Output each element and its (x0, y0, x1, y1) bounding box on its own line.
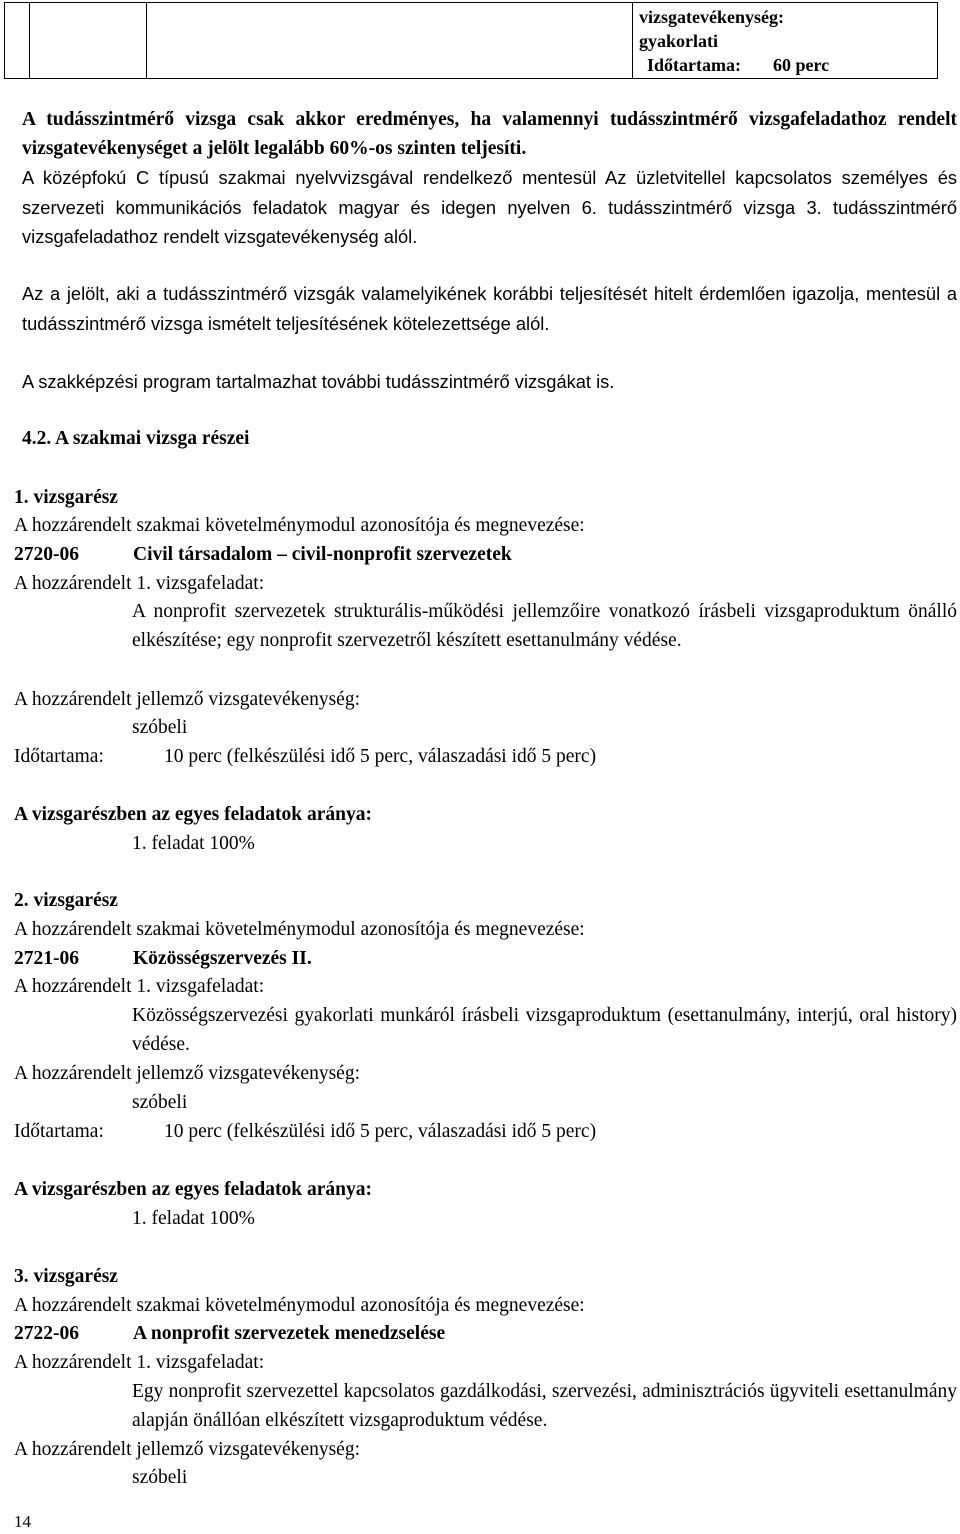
section-title: 4.2. A szakmai vizsga részei (22, 428, 250, 449)
module-code: 2720-06 (14, 544, 79, 565)
header-cell-activity (633, 3, 938, 79)
module-label: A hozzárendelt szakmai követelménymodul azonosítója és megnevezése: (14, 515, 585, 536)
ratio-label: A vizsgarészben az egyes feladatok aránya: (14, 804, 372, 825)
module-label: A hozzárendelt szakmai követelménymodul azonosítója és megnevezése: (14, 1295, 585, 1316)
activity-label: A hozzárendelt jellemző vizsgatevékenység: (14, 689, 360, 710)
module-name: Közösségszervezés II. (133, 948, 312, 969)
language-exemption-paragraph: A középfokú C típusú szakmai nyelvvizsgával rendelkező mentesül Az üzletvitellel kapcsolatos személyes és szervezeti kommunikációs feladatok magyar és idegen nyelven 6. tudásszintmérő vizsga 3. tudásszintmérő vizsgafeladathoz rendelt vizsgatevékenység alól. (22, 167, 957, 247)
module-label: A hozzárendelt szakmai követelménymodul azonosítója és megnevezése: (14, 919, 585, 940)
task-label: A hozzárendelt 1. vizsgafeladat: (14, 573, 265, 594)
program-paragraph: A szakképzési program tartalmazhat további tudásszintmérő vizsgákat is. (22, 371, 615, 392)
pass-condition-paragraph: A tudásszintmérő vizsga csak akkor eredményes, ha valamennyi tudásszintmérő vizsgafeladathoz rendelt vizsgatevékenységet a jelölt legalább 60%-os szinten teljesíti. (22, 109, 957, 159)
module-name: Civil társadalom – civil-nonprofit szervezetek (133, 544, 512, 565)
task-label: A hozzárendelt 1. vizsgafeladat: (14, 976, 265, 997)
task-label: A hozzárendelt 1. vizsgafeladat: (14, 1352, 265, 1373)
header-table (4, 2, 938, 79)
ratio-value: 1. feladat 100% (132, 833, 255, 854)
task-description: Közösségszervezési gyakorlati munkáról írásbeli vizsgaproduktum (esettanulmány, interjú, oral history) védése. (132, 1005, 957, 1055)
header-duration-label: Időtartama: (647, 55, 741, 75)
duration-label: Időtartama: (14, 1121, 104, 1142)
task-description: A nonprofit szervezetek strukturális-működési jellemzőire vonatkozó írásbeli vizsgaproduktum önálló elkészítése; egy nonprofit szervezetről készített esettanulmány védése. (132, 601, 957, 651)
header-cell-empty (30, 3, 147, 79)
activity-type: szóbeli (132, 1467, 188, 1488)
header-cell-empty (5, 3, 30, 79)
module-name: A nonprofit szervezetek menedzselése (133, 1323, 446, 1344)
activity-label: A hozzárendelt jellemző vizsgatevékenység: (14, 1439, 360, 1460)
ratio-label: A vizsgarészben az egyes feladatok aránya: (14, 1179, 372, 1200)
module-code: 2721-06 (14, 948, 79, 969)
recognition-paragraph: Az a jelölt, aki a tudásszintmérő vizsgák valamelyikének korábbi teljesítését hitelt érdemlően igazolja, mentesül a tudásszintmérő vizsga ismételt teljesítésének kötelezettsége alól. (22, 283, 957, 334)
activity-type: szóbeli (132, 1092, 188, 1113)
part-title: 3. vizsgarész (14, 1266, 118, 1287)
header-activity-type: gyakorlati (639, 31, 718, 51)
duration-label: Időtartama: (14, 746, 104, 767)
page-number: 14 (14, 1512, 31, 1531)
header-cell-empty (147, 3, 633, 79)
part-title: 2. vizsgarész (14, 890, 118, 911)
header-duration-value: 60 perc (773, 55, 830, 75)
part-title: 1. vizsgarész (14, 487, 118, 508)
activity-type: szóbeli (132, 717, 188, 738)
duration-value: 10 perc (felkészülési idő 5 perc, válaszadási idő 5 perc) (164, 1121, 597, 1142)
ratio-value: 1. feladat 100% (132, 1208, 255, 1229)
task-description: Egy nonprofit szervezettel kapcsolatos gazdálkodási, szervezési, adminisztrációs ügyviteli esettanulmány alapján önállóan elkészített vizsgaproduktum védése. (132, 1381, 957, 1431)
activity-label: A hozzárendelt jellemző vizsgatevékenység: (14, 1063, 360, 1084)
header-activity-label: vizsgatevékenység: (639, 7, 784, 27)
duration-value: 10 perc (felkészülési idő 5 perc, válaszadási idő 5 perc) (164, 746, 597, 767)
module-code: 2722-06 (14, 1323, 79, 1344)
